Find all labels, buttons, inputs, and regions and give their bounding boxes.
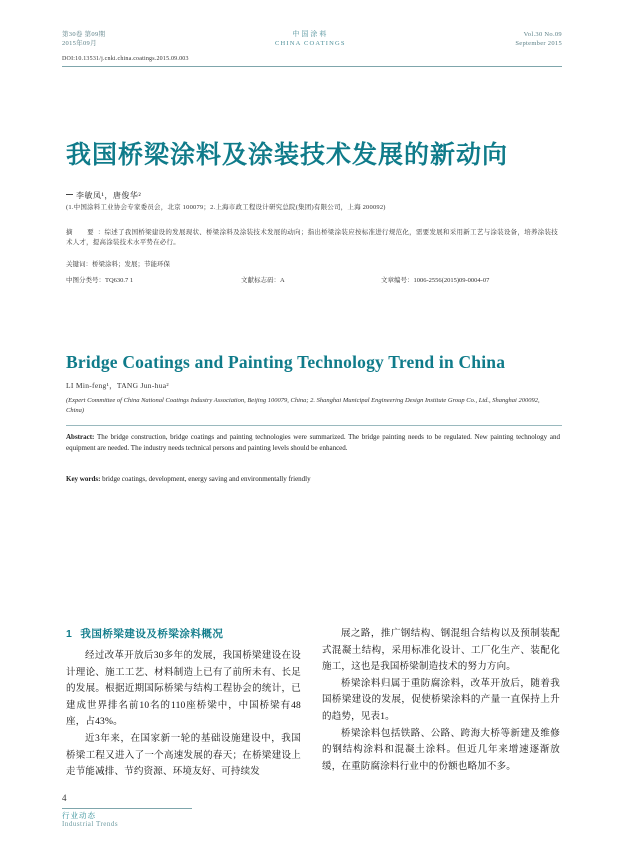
affiliation-cn: (1.中国涂料工业协会专家委员会，北京 100079；2.上海市政工程设计研究总院(集团)有限公司，上海 200092) [66, 204, 386, 211]
authors-cn-text: 李敏凤¹，唐俊华² [76, 191, 142, 200]
section-number: 1 [66, 628, 73, 640]
abstract-cn-text: ：综述了我国桥梁建设的发展现状、桥梁涂料及涂装技术发展的动向；指出桥梁涂装应按标准进行规范化，需要发展和采用新工艺与涂装设备，培养涂装技术人才，提高涂装技术水平势在必行。 [66, 229, 558, 246]
paragraph: 桥梁涂料归属于重防腐涂料，改革开放后，随着我国桥梁建设的发展，促使桥梁涂料的产量一直保持上升的趋势，见表1。 [322, 678, 560, 722]
articleid-label: 文章编号 [381, 277, 407, 284]
body-column-right [322, 626, 560, 775]
affiliation-en: (Expert Committee of China National Coatings Industry Association, Beijing 100079, China; 2. Shanghai Municipal Engineering Design Institute Group Co., Ltd., Shanghai 200092, China) [66, 397, 540, 414]
abstract-en-label: Abstract: [66, 433, 95, 441]
doccode-label: 文献标志码 [241, 277, 274, 284]
authors-cn [66, 190, 141, 201]
page-number: 4 [62, 793, 67, 803]
keywords-en [66, 474, 560, 485]
page-title: 我国桥梁涂料及涂装技术发展的新动向 [66, 141, 509, 169]
clc-value: ：TQ630.7 1 [98, 277, 134, 284]
articleid-field [381, 275, 558, 284]
journal-name-cn: 中国涂料 [292, 30, 329, 38]
keywords-cn-text: ：桥梁涂料；发展；节能环保 [85, 261, 170, 268]
keywords-en-text: bridge coatings, development, energy saving and environmentally friendly [100, 475, 311, 483]
section-heading [66, 626, 223, 641]
header-right [515, 30, 562, 48]
footer-label-cn: 行业动态 [62, 811, 96, 820]
abstract-cn [66, 228, 558, 248]
body-column-left [66, 648, 301, 781]
abstract-cn-label: 摘 要 [66, 229, 98, 236]
english-divider [66, 425, 562, 426]
keywords-cn-label: 关键词 [66, 261, 86, 268]
header-divider [62, 66, 562, 67]
clc-label: 中图分类号 [66, 277, 99, 284]
author-rule [66, 194, 73, 195]
keywords-en-label: Key words: [66, 475, 101, 483]
authors-en: LI Min-feng¹，TANG Jun-hua² [66, 381, 169, 390]
footer-divider [62, 808, 192, 809]
doccode-value: ：A [273, 277, 285, 284]
doi-line: DOI:10.13531/j.cnki.china.coatings.2015.09.003 [62, 56, 189, 62]
articleid-value: ：1006-2556(2015)09-0004-07 [407, 277, 490, 284]
abstract-en [66, 432, 560, 453]
paragraph: 展之路，推广钢结构、钢混组合结构以及预制装配式混凝土结构，采用标准化设计、工厂化生产、装配化施工，这也是我国桥梁制造技术的努力方向。 [322, 629, 560, 673]
header-row [62, 30, 562, 48]
footer-label-en: Industrial Trends [62, 820, 119, 828]
paragraph: 近3年来，在国家新一轮的基础设施建设中，我国桥梁工程又进入了一个高速发展的春天；在桥梁建设上走节能减排、节约资源、环境友好、可持续发 [66, 733, 301, 778]
issue-date: 2015年09月 [62, 40, 97, 47]
clc-field [66, 275, 241, 284]
journal-name [275, 30, 346, 48]
classification-row [66, 275, 558, 284]
volume-issue-en: Vol.30 No.09 [523, 31, 562, 38]
abstract-en-text: The bridge construction, bridge coatings and painting technologies were summarized. The bridge painting needs to be regulated. New painting technology and equipment are needed. The industry needs technical persons and painting levels should be enhanced. [66, 433, 560, 452]
doccode-field [241, 275, 381, 284]
page-title-en: Bridge Coatings and Painting Technology Trend in China [66, 352, 506, 372]
journal-name-en: CHINA COATINGS [274, 40, 346, 47]
header-left [62, 30, 105, 48]
paragraph: 桥梁涂料包括铁路、公路、跨海大桥等新建及维修的钢结构涂料和混凝土涂料。但近几年来增速逐渐放缓，在重防腐涂料行业中的份额也略加不多。 [322, 728, 560, 772]
volume-issue: 第30卷 第09期 [62, 31, 106, 38]
section-title: 我国桥梁建设及桥梁涂料概况 [80, 628, 224, 640]
keywords-cn [66, 260, 558, 270]
issue-date-en: September 2015 [515, 40, 562, 47]
paragraph: 经过改革开放后30多年的发展，我国桥梁建设在设计理论、施工工艺、材料制造上已有了前所未有、长足的发展。根据近期国际桥梁与结构工程协会的统计，已建成世界排名前10名的110座桥梁中，中国桥梁有48座，占43%。 [66, 651, 301, 728]
